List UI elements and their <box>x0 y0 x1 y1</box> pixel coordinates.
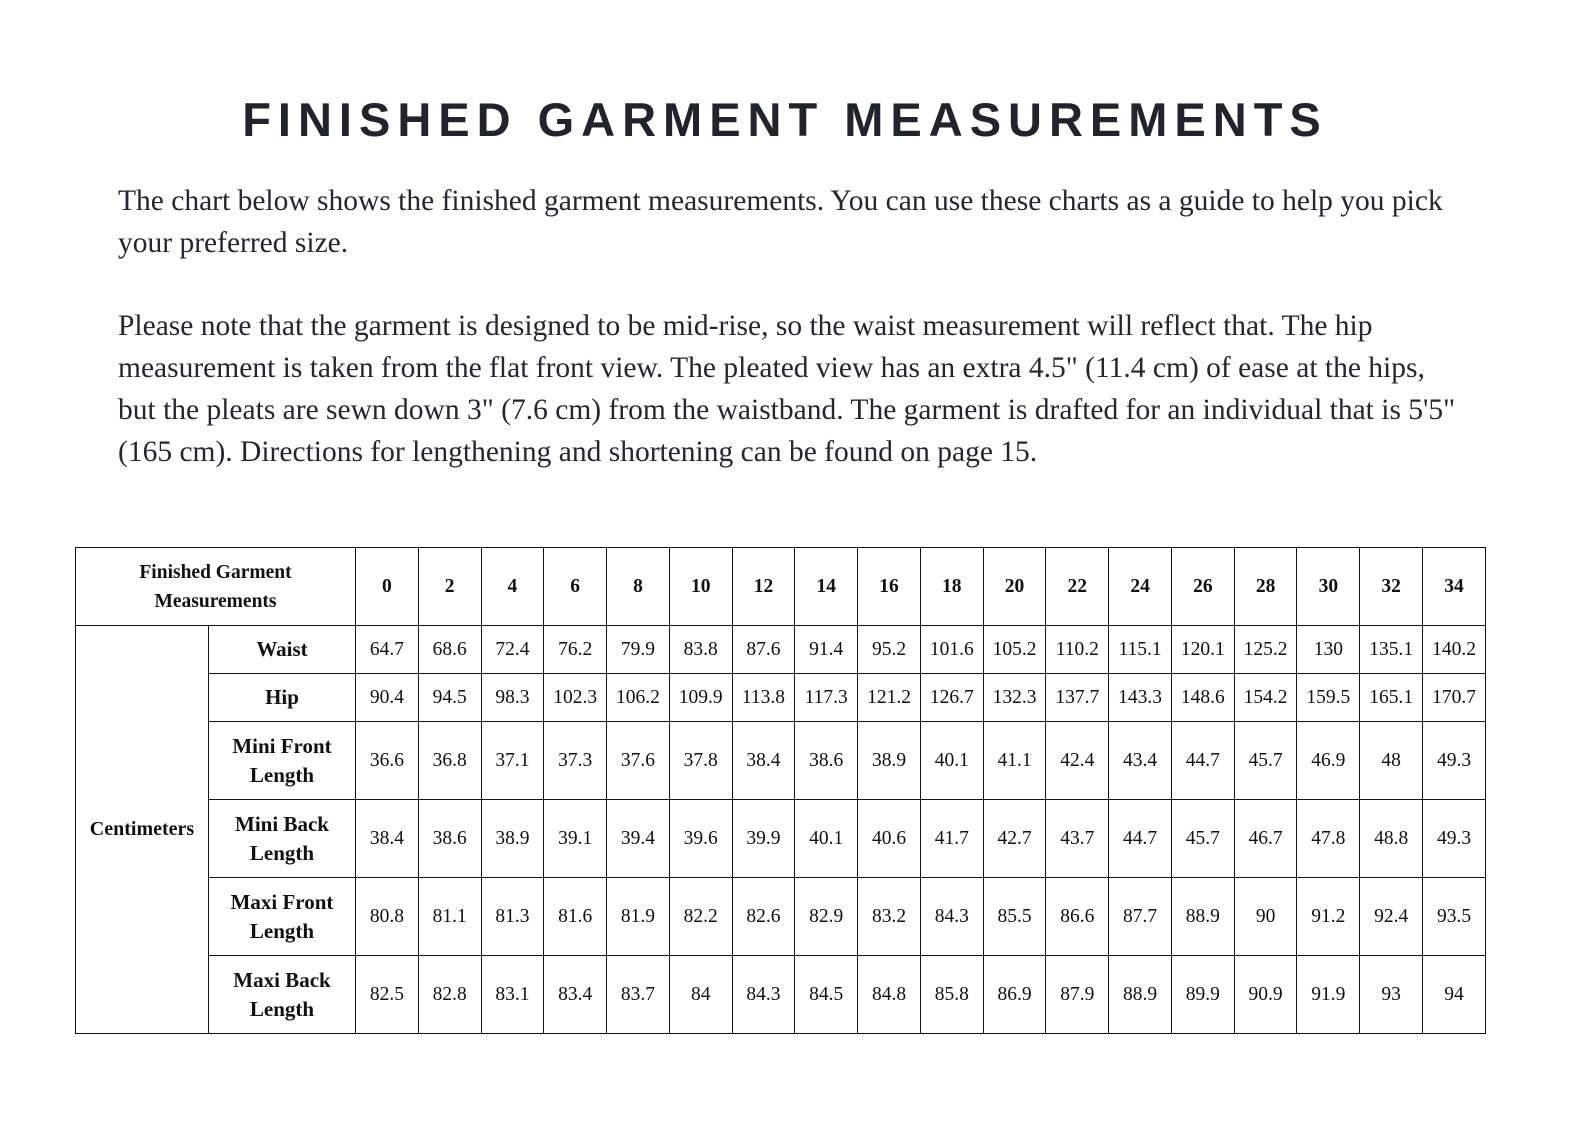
measurement-cell: 38.9 <box>858 722 921 800</box>
size-header: 20 <box>983 548 1046 626</box>
size-header: 16 <box>858 548 921 626</box>
measurement-cell: 82.5 <box>356 956 419 1034</box>
measurement-cell: 132.3 <box>983 674 1046 722</box>
measurement-cell: 37.8 <box>669 722 732 800</box>
measurement-cell: 92.4 <box>1360 878 1423 956</box>
size-header: 14 <box>795 548 858 626</box>
measurement-cell: 105.2 <box>983 626 1046 674</box>
measurement-cell: 83.7 <box>607 956 670 1034</box>
measurement-cell: 68.6 <box>418 626 481 674</box>
measurement-cell: 85.5 <box>983 878 1046 956</box>
measurement-cell: 87.6 <box>732 626 795 674</box>
measurement-cell: 47.8 <box>1297 800 1360 878</box>
row-label: Maxi Back Length <box>209 956 356 1034</box>
measurement-cell: 83.4 <box>544 956 607 1034</box>
measurement-cell: 80.8 <box>356 878 419 956</box>
measurement-cell: 46.9 <box>1297 722 1360 800</box>
measurement-cell: 38.4 <box>732 722 795 800</box>
table-row <box>76 626 1486 674</box>
measurement-cell: 87.7 <box>1109 878 1172 956</box>
measurement-cell: 82.6 <box>732 878 795 956</box>
measurement-cell: 48.8 <box>1360 800 1423 878</box>
size-header: 0 <box>356 548 419 626</box>
measurement-cell: 86.9 <box>983 956 1046 1034</box>
measurement-cell: 49.3 <box>1423 800 1486 878</box>
measurement-cell: 115.1 <box>1109 626 1172 674</box>
measurement-cell: 41.1 <box>983 722 1046 800</box>
measurement-cell: 126.7 <box>920 674 983 722</box>
intro-paragraph: The chart below shows the finished garment measurements. You can use these charts as a guide to help you pick your preferred size. <box>118 185 1443 259</box>
measurement-cell: 40.1 <box>795 800 858 878</box>
size-header: 28 <box>1234 548 1297 626</box>
measurement-cell: 82.2 <box>669 878 732 956</box>
size-header: 6 <box>544 548 607 626</box>
measurement-cell: 125.2 <box>1234 626 1297 674</box>
measurement-cell: 72.4 <box>481 626 544 674</box>
row-label: Mini Back Length <box>209 800 356 878</box>
table-row <box>76 878 1486 956</box>
measurement-cell: 84.3 <box>920 878 983 956</box>
size-header: 18 <box>920 548 983 626</box>
measurement-cell: 98.3 <box>481 674 544 722</box>
size-header: 10 <box>669 548 732 626</box>
measurement-cell: 83.2 <box>858 878 921 956</box>
measurement-cell: 91.4 <box>795 626 858 674</box>
measurement-cell: 36.8 <box>418 722 481 800</box>
measurement-cell: 42.7 <box>983 800 1046 878</box>
measurement-cell: 87.9 <box>1046 956 1109 1034</box>
measurement-cell: 36.6 <box>356 722 419 800</box>
measurement-cell: 48 <box>1360 722 1423 800</box>
measurement-cell: 135.1 <box>1360 626 1423 674</box>
table-row <box>76 674 1486 722</box>
size-header: 32 <box>1360 548 1423 626</box>
row-label: Mini Front Length <box>209 722 356 800</box>
measurement-cell: 165.1 <box>1360 674 1423 722</box>
size-header: 34 <box>1423 548 1486 626</box>
size-header: 24 <box>1109 548 1172 626</box>
measurement-cell: 159.5 <box>1297 674 1360 722</box>
measurement-cell: 37.3 <box>544 722 607 800</box>
measurement-cell: 89.9 <box>1171 956 1234 1034</box>
measurement-cell: 46.7 <box>1234 800 1297 878</box>
measurement-cell: 64.7 <box>356 626 419 674</box>
unit-group-label: Centimeters <box>76 626 209 1034</box>
table-row <box>76 956 1486 1034</box>
measurement-cell: 79.9 <box>607 626 670 674</box>
measurement-cell: 120.1 <box>1171 626 1234 674</box>
measurement-cell: 82.9 <box>795 878 858 956</box>
measurement-cell: 44.7 <box>1109 800 1172 878</box>
measurement-cell: 84.3 <box>732 956 795 1034</box>
measurement-cell: 95.2 <box>858 626 921 674</box>
measurement-cell: 39.6 <box>669 800 732 878</box>
measurement-cell: 140.2 <box>1423 626 1486 674</box>
measurement-cell: 39.1 <box>544 800 607 878</box>
size-header: 8 <box>607 548 670 626</box>
measurement-cell: 40.6 <box>858 800 921 878</box>
measurement-cell: 84 <box>669 956 732 1034</box>
measurement-cell: 81.3 <box>481 878 544 956</box>
measurement-cell: 88.9 <box>1171 878 1234 956</box>
size-header: 2 <box>418 548 481 626</box>
measurement-cell: 45.7 <box>1171 800 1234 878</box>
measurement-cell: 38.4 <box>356 800 419 878</box>
measurement-cell: 101.6 <box>920 626 983 674</box>
table-row <box>76 800 1486 878</box>
measurement-cell: 90.9 <box>1234 956 1297 1034</box>
measurement-cell: 38.6 <box>418 800 481 878</box>
measurement-cell: 38.9 <box>481 800 544 878</box>
measurement-cell: 88.9 <box>1109 956 1172 1034</box>
measurement-cell: 94 <box>1423 956 1486 1034</box>
row-label: Hip <box>209 674 356 722</box>
measurement-cell: 84.5 <box>795 956 858 1034</box>
measurement-cell: 83.1 <box>481 956 544 1034</box>
corner-header: Finished Garment Measurements <box>76 548 356 626</box>
measurement-cell: 110.2 <box>1046 626 1109 674</box>
measurement-cell: 43.4 <box>1109 722 1172 800</box>
measurement-cell: 154.2 <box>1234 674 1297 722</box>
measurement-cell: 37.1 <box>481 722 544 800</box>
measurement-cell: 90 <box>1234 878 1297 956</box>
measurement-cell: 42.4 <box>1046 722 1109 800</box>
row-label: Maxi Front Length <box>209 878 356 956</box>
size-header: 30 <box>1297 548 1360 626</box>
size-header: 12 <box>732 548 795 626</box>
measurement-cell: 117.3 <box>795 674 858 722</box>
measurement-cell: 94.5 <box>418 674 481 722</box>
measurement-cell: 86.6 <box>1046 878 1109 956</box>
measurement-cell: 43.7 <box>1046 800 1109 878</box>
measurement-cell: 39.4 <box>607 800 670 878</box>
measurement-cell: 148.6 <box>1171 674 1234 722</box>
measurement-cell: 90.4 <box>356 674 419 722</box>
measurement-cell: 49.3 <box>1423 722 1486 800</box>
measurement-cell: 130 <box>1297 626 1360 674</box>
measurement-cell: 91.9 <box>1297 956 1360 1034</box>
note-paragraph: Please note that the garment is designed to be mid-rise, so the waist measurement will reflect that. The hip measurement is taken from the flat front view. The pleated view has an extra 4.5" (11.4 cm) of ease at the hips, but the pleats are sewn down 3" (7.6 cm) from the waistband. The garment is drafted for an individual that is 5'5" (165 cm). Directions for lengthening and shortening can be found on page 15. <box>118 310 1456 468</box>
measurement-cell: 45.7 <box>1234 722 1297 800</box>
measurement-cell: 37.6 <box>607 722 670 800</box>
measurement-cell: 44.7 <box>1171 722 1234 800</box>
measurement-cell: 170.7 <box>1423 674 1486 722</box>
measurement-cell: 40.1 <box>920 722 983 800</box>
measurement-cell: 76.2 <box>544 626 607 674</box>
table-row <box>76 722 1486 800</box>
measurement-cell: 81.1 <box>418 878 481 956</box>
measurement-cell: 91.2 <box>1297 878 1360 956</box>
measurement-cell: 109.9 <box>669 674 732 722</box>
size-header: 26 <box>1171 548 1234 626</box>
measurement-cell: 106.2 <box>607 674 670 722</box>
measurement-cell: 102.3 <box>544 674 607 722</box>
measurement-cell: 93.5 <box>1423 878 1486 956</box>
measurement-cell: 82.8 <box>418 956 481 1034</box>
measurement-cell: 93 <box>1360 956 1423 1034</box>
measurement-cell: 143.3 <box>1109 674 1172 722</box>
row-label: Waist <box>209 626 356 674</box>
measurement-cell: 121.2 <box>858 674 921 722</box>
measurement-cell: 83.8 <box>669 626 732 674</box>
measurement-cell: 137.7 <box>1046 674 1109 722</box>
measurement-cell: 113.8 <box>732 674 795 722</box>
measurement-cell: 41.7 <box>920 800 983 878</box>
measurement-cell: 85.8 <box>920 956 983 1034</box>
header-row <box>76 548 1486 626</box>
measurement-cell: 84.8 <box>858 956 921 1034</box>
measurement-cell: 39.9 <box>732 800 795 878</box>
measurement-cell: 38.6 <box>795 722 858 800</box>
measurement-cell: 81.6 <box>544 878 607 956</box>
page-title: FINISHED GARMENT MEASUREMENTS <box>242 93 1328 146</box>
measurements-table <box>75 547 1486 1034</box>
size-header: 4 <box>481 548 544 626</box>
size-header: 22 <box>1046 548 1109 626</box>
measurement-cell: 81.9 <box>607 878 670 956</box>
